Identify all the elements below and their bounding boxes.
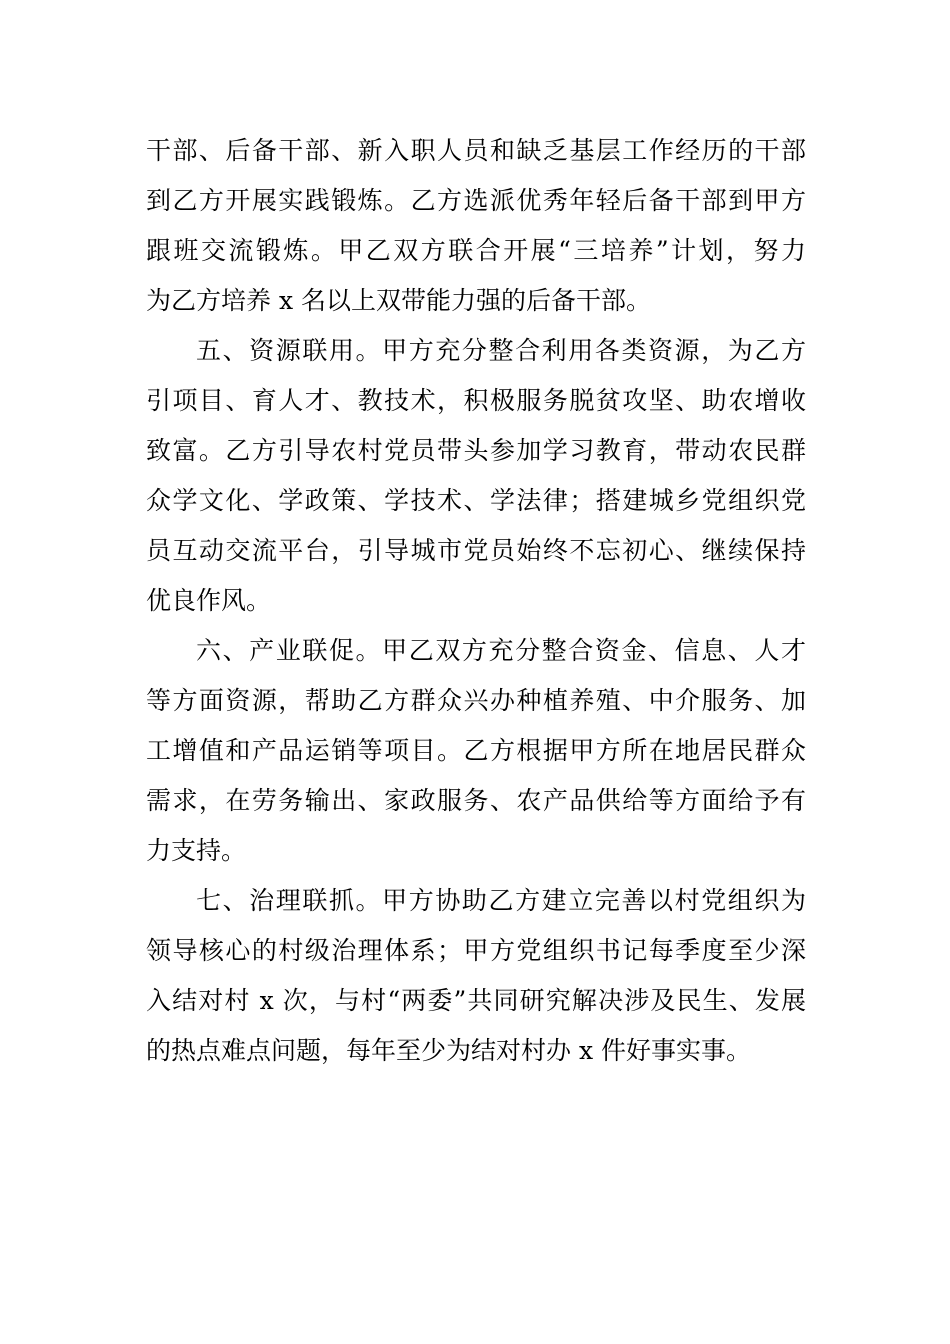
text-line: 众学文化、学政策、学技术、学法律；搭建城乡党组织党	[146, 486, 806, 515]
paragraph-industry-promotion	[146, 626, 806, 876]
text-line: 引项目、育人才、教技术，积极服务脱贫攻坚、助农增收	[146, 386, 806, 415]
paragraph-resource-sharing	[146, 326, 806, 626]
text-line: 到乙方开展实践锻炼。乙方选派优秀年轻后备干部到甲方	[146, 186, 806, 215]
text-line: 优良作风。	[146, 586, 272, 615]
text-line: 需求，在劳务输出、家政服务、农产品供给等方面给予有	[146, 786, 806, 815]
paragraph-cadre-training	[146, 126, 806, 326]
text-line: 干部、后备干部、新入职人员和缺乏基层工作经历的干部	[146, 136, 806, 165]
paragraph-governance	[146, 876, 806, 1076]
text-line: 为乙方培养 x 名以上双带能力强的后备干部。	[146, 286, 651, 315]
document-body	[146, 126, 806, 1076]
text-line: 七、治理联抓。甲方协助乙方建立完善以村党组织为	[196, 886, 806, 915]
text-line: 力支持。	[146, 836, 247, 865]
text-line: 六、产业联促。甲乙双方充分整合资金、信息、人才	[196, 636, 806, 665]
text-line: 员互动交流平台，引导城市党员始终不忘初心、继续保持	[146, 536, 806, 565]
text-line: 等方面资源，帮助乙方群众兴办种植养殖、中介服务、加	[146, 686, 806, 715]
text-line: 入结对村 x 次，与村“两委”共同研究解决涉及民生、发展	[146, 986, 806, 1015]
text-line: 的热点难点问题，每年至少为结对村办 x 件好事实事。	[146, 1036, 751, 1065]
text-line: 五、资源联用。甲方充分整合利用各类资源，为乙方	[196, 336, 806, 365]
text-line: 工增值和产品运销等项目。乙方根据甲方所在地居民群众	[146, 736, 806, 765]
text-line: 致富。乙方引导农村党员带头参加学习教育，带动农民群	[146, 436, 806, 465]
text-line: 跟班交流锻炼。甲乙双方联合开展“三培养”计划，努力	[146, 236, 806, 265]
text-line: 领导核心的村级治理体系；甲方党组织书记每季度至少深	[146, 936, 806, 965]
